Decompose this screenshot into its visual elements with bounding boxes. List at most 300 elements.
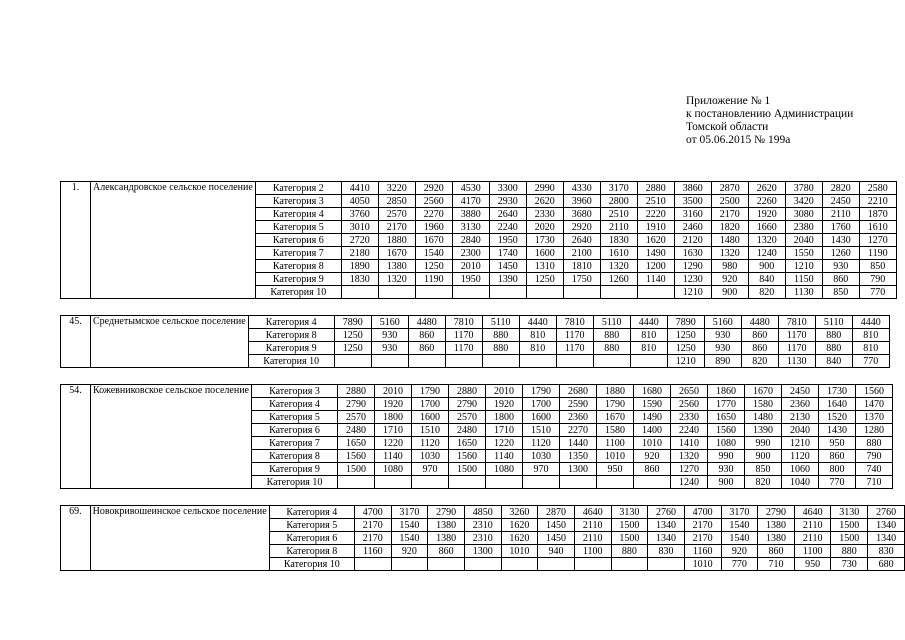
category-label: Категория 3 bbox=[255, 195, 341, 208]
value-cell: 1560 bbox=[449, 450, 486, 463]
value-cell: 2790 bbox=[338, 398, 375, 411]
value-cell: 1030 bbox=[523, 450, 560, 463]
value-cell: 1960 bbox=[415, 221, 452, 234]
value-cell: 2460 bbox=[674, 221, 711, 234]
value-cell: 1510 bbox=[523, 424, 560, 437]
value-cell: 1230 bbox=[674, 273, 711, 286]
value-cell: 3760 bbox=[341, 208, 378, 221]
value-cell: 1140 bbox=[486, 450, 523, 463]
value-cell: 1170 bbox=[445, 342, 482, 355]
value-cell: 2010 bbox=[375, 385, 412, 398]
value-cell: 2300 bbox=[452, 247, 489, 260]
value-cell bbox=[501, 558, 538, 571]
category-label: Категория 5 bbox=[269, 519, 354, 532]
value-cell: 850 bbox=[745, 463, 782, 476]
category-label: Категория 10 bbox=[255, 286, 341, 299]
value-cell: 1100 bbox=[794, 545, 831, 558]
header-line: Приложение № 1 bbox=[686, 95, 771, 107]
value-cell: 4640 bbox=[574, 506, 611, 519]
value-cell: 1750 bbox=[563, 273, 600, 286]
value-cell: 1160 bbox=[354, 545, 391, 558]
value-cell: 1810 bbox=[563, 260, 600, 273]
value-cell bbox=[630, 355, 667, 368]
value-cell: 930 bbox=[371, 342, 408, 355]
value-cell: 990 bbox=[708, 450, 745, 463]
value-cell: 5160 bbox=[371, 316, 408, 329]
value-cell: 1920 bbox=[748, 208, 785, 221]
value-cell: 860 bbox=[634, 463, 671, 476]
value-cell: 920 bbox=[711, 273, 748, 286]
value-cell: 1560 bbox=[338, 450, 375, 463]
value-cell: 2790 bbox=[428, 506, 465, 519]
value-cell: 2170 bbox=[684, 519, 721, 532]
value-cell: 1620 bbox=[637, 234, 674, 247]
section-number: 45. bbox=[61, 316, 91, 368]
value-cell: 4440 bbox=[852, 316, 889, 329]
value-cell: 3880 bbox=[452, 208, 489, 221]
value-cell: 2040 bbox=[785, 234, 822, 247]
value-cell: 3300 bbox=[489, 182, 526, 195]
value-cell: 1240 bbox=[748, 247, 785, 260]
value-cell: 3260 bbox=[501, 506, 538, 519]
value-cell: 4330 bbox=[563, 182, 600, 195]
value-cell: 1440 bbox=[560, 437, 597, 450]
value-cell: 680 bbox=[868, 558, 905, 571]
value-cell: 1820 bbox=[711, 221, 748, 234]
value-cell: 1610 bbox=[600, 247, 637, 260]
value-cell: 1430 bbox=[822, 234, 859, 247]
value-cell: 1030 bbox=[412, 450, 449, 463]
value-cell: 1380 bbox=[428, 532, 465, 545]
value-cell: 1380 bbox=[428, 519, 465, 532]
value-cell: 2570 bbox=[378, 208, 415, 221]
value-cell: 1740 bbox=[489, 247, 526, 260]
value-cell: 1500 bbox=[449, 463, 486, 476]
value-cell: 5110 bbox=[482, 316, 519, 329]
value-cell: 1540 bbox=[391, 519, 428, 532]
value-cell bbox=[597, 476, 634, 489]
section-table bbox=[60, 181, 897, 299]
value-cell bbox=[526, 286, 563, 299]
value-cell: 880 bbox=[815, 342, 852, 355]
category-label: Категория 10 bbox=[269, 558, 354, 571]
value-cell: 2920 bbox=[415, 182, 452, 195]
value-cell: 1380 bbox=[758, 519, 795, 532]
value-cell: 2870 bbox=[538, 506, 575, 519]
value-cell: 2580 bbox=[859, 182, 896, 195]
category-label: Категория 10 bbox=[248, 355, 334, 368]
value-cell: 1390 bbox=[489, 273, 526, 286]
value-cell: 1790 bbox=[412, 385, 449, 398]
value-cell: 2310 bbox=[464, 519, 501, 532]
value-cell: 1040 bbox=[782, 476, 819, 489]
value-cell: 970 bbox=[412, 463, 449, 476]
table-row bbox=[61, 182, 897, 195]
section-table bbox=[60, 384, 893, 489]
category-label: Категория 4 bbox=[255, 208, 341, 221]
category-label: Категория 8 bbox=[248, 329, 334, 342]
value-cell: 1410 bbox=[671, 437, 708, 450]
value-cell: 930 bbox=[704, 329, 741, 342]
value-cell: 1140 bbox=[637, 273, 674, 286]
value-cell: 1340 bbox=[648, 519, 685, 532]
value-cell: 2840 bbox=[452, 234, 489, 247]
value-cell: 2760 bbox=[648, 506, 685, 519]
value-cell: 1700 bbox=[523, 398, 560, 411]
value-cell: 860 bbox=[741, 342, 778, 355]
value-cell bbox=[415, 286, 452, 299]
value-cell: 1220 bbox=[486, 437, 523, 450]
value-cell: 2510 bbox=[600, 208, 637, 221]
value-cell: 1620 bbox=[501, 532, 538, 545]
value-cell bbox=[556, 355, 593, 368]
value-cell: 2880 bbox=[338, 385, 375, 398]
section-number: 69. bbox=[61, 506, 91, 571]
value-cell: 1710 bbox=[486, 424, 523, 437]
value-cell: 1190 bbox=[859, 247, 896, 260]
value-cell: 1490 bbox=[637, 247, 674, 260]
value-cell bbox=[354, 558, 391, 571]
value-cell: 1560 bbox=[856, 385, 893, 398]
value-cell bbox=[408, 355, 445, 368]
category-label: Категория 5 bbox=[255, 221, 341, 234]
value-cell: 1830 bbox=[600, 234, 637, 247]
value-cell: 1800 bbox=[375, 411, 412, 424]
value-cell: 2380 bbox=[785, 221, 822, 234]
value-cell: 1600 bbox=[412, 411, 449, 424]
value-cell: 1490 bbox=[634, 411, 671, 424]
value-cell: 2500 bbox=[711, 195, 748, 208]
value-cell: 1610 bbox=[859, 221, 896, 234]
value-cell: 900 bbox=[745, 450, 782, 463]
value-cell: 1340 bbox=[868, 532, 905, 545]
value-cell bbox=[560, 476, 597, 489]
value-cell: 2560 bbox=[671, 398, 708, 411]
value-cell bbox=[593, 355, 630, 368]
value-cell: 2020 bbox=[526, 221, 563, 234]
value-cell: 2570 bbox=[449, 411, 486, 424]
value-cell bbox=[574, 558, 611, 571]
value-cell bbox=[486, 476, 523, 489]
category-label: Категория 9 bbox=[255, 273, 341, 286]
value-cell: 4700 bbox=[684, 506, 721, 519]
value-cell: 820 bbox=[748, 286, 785, 299]
value-cell: 830 bbox=[868, 545, 905, 558]
value-cell: 1500 bbox=[611, 519, 648, 532]
value-cell: 1760 bbox=[822, 221, 859, 234]
value-cell: 5110 bbox=[815, 316, 852, 329]
category-label: Категория 6 bbox=[255, 234, 341, 247]
category-label: Категория 9 bbox=[252, 463, 338, 476]
value-cell: 880 bbox=[815, 329, 852, 342]
value-cell bbox=[611, 558, 648, 571]
value-cell: 920 bbox=[634, 450, 671, 463]
value-cell: 2360 bbox=[782, 398, 819, 411]
value-cell: 2010 bbox=[452, 260, 489, 273]
value-cell: 1130 bbox=[778, 355, 815, 368]
value-cell bbox=[648, 558, 685, 571]
value-cell bbox=[489, 286, 526, 299]
value-cell: 990 bbox=[745, 437, 782, 450]
value-cell: 1450 bbox=[538, 532, 575, 545]
value-cell: 5160 bbox=[704, 316, 741, 329]
value-cell: 1700 bbox=[412, 398, 449, 411]
value-cell: 800 bbox=[819, 463, 856, 476]
value-cell: 2790 bbox=[758, 506, 795, 519]
value-cell: 1270 bbox=[671, 463, 708, 476]
value-cell: 1120 bbox=[412, 437, 449, 450]
category-label: Категория 3 bbox=[252, 385, 338, 398]
value-cell: 710 bbox=[856, 476, 893, 489]
table-row bbox=[61, 506, 905, 519]
value-cell: 3130 bbox=[831, 506, 868, 519]
value-cell: 3170 bbox=[600, 182, 637, 195]
value-cell: 950 bbox=[597, 463, 634, 476]
value-cell: 920 bbox=[391, 545, 428, 558]
value-cell: 1500 bbox=[831, 532, 868, 545]
value-cell: 4700 bbox=[354, 506, 391, 519]
value-cell bbox=[334, 355, 371, 368]
value-cell: 1500 bbox=[611, 532, 648, 545]
value-cell: 880 bbox=[593, 342, 630, 355]
value-cell: 1250 bbox=[667, 329, 704, 342]
value-cell: 2240 bbox=[671, 424, 708, 437]
value-cell: 1800 bbox=[486, 411, 523, 424]
value-cell: 840 bbox=[748, 273, 785, 286]
value-cell: 930 bbox=[371, 329, 408, 342]
value-cell: 810 bbox=[852, 342, 889, 355]
value-cell: 2820 bbox=[822, 182, 859, 195]
value-cell: 930 bbox=[704, 342, 741, 355]
section-table bbox=[60, 505, 905, 571]
value-cell: 3080 bbox=[785, 208, 822, 221]
value-cell: 2170 bbox=[711, 208, 748, 221]
value-cell: 1650 bbox=[449, 437, 486, 450]
value-cell: 1320 bbox=[378, 273, 415, 286]
value-cell: 1500 bbox=[831, 519, 868, 532]
value-cell: 1100 bbox=[574, 545, 611, 558]
category-label: Категория 7 bbox=[252, 437, 338, 450]
value-cell: 730 bbox=[831, 558, 868, 571]
value-cell: 5110 bbox=[593, 316, 630, 329]
value-cell: 770 bbox=[819, 476, 856, 489]
value-cell: 980 bbox=[711, 260, 748, 273]
value-cell: 1010 bbox=[634, 437, 671, 450]
value-cell: 1470 bbox=[856, 398, 893, 411]
value-cell: 1880 bbox=[597, 385, 634, 398]
value-cell: 850 bbox=[822, 286, 859, 299]
value-cell: 1540 bbox=[391, 532, 428, 545]
value-cell: 3160 bbox=[674, 208, 711, 221]
value-cell: 1650 bbox=[338, 437, 375, 450]
value-cell: 3170 bbox=[721, 506, 758, 519]
value-cell bbox=[452, 286, 489, 299]
header-line: Томской области bbox=[686, 121, 769, 133]
value-cell: 3420 bbox=[785, 195, 822, 208]
value-cell: 4850 bbox=[464, 506, 501, 519]
value-cell: 860 bbox=[408, 329, 445, 342]
value-cell: 2220 bbox=[637, 208, 674, 221]
value-cell: 1480 bbox=[745, 411, 782, 424]
value-cell: 3780 bbox=[785, 182, 822, 195]
value-cell: 2510 bbox=[637, 195, 674, 208]
value-cell: 1250 bbox=[415, 260, 452, 273]
value-cell: 810 bbox=[630, 329, 667, 342]
value-cell bbox=[391, 558, 428, 571]
value-cell: 2110 bbox=[794, 532, 831, 545]
value-cell: 1630 bbox=[674, 247, 711, 260]
value-cell: 1210 bbox=[785, 260, 822, 273]
value-cell bbox=[341, 286, 378, 299]
value-cell: 3130 bbox=[611, 506, 648, 519]
value-cell: 2100 bbox=[563, 247, 600, 260]
value-cell: 1600 bbox=[526, 247, 563, 260]
value-cell: 860 bbox=[819, 450, 856, 463]
value-cell: 1320 bbox=[711, 247, 748, 260]
value-cell: 2110 bbox=[600, 221, 637, 234]
value-cell bbox=[523, 476, 560, 489]
value-cell: 1920 bbox=[486, 398, 523, 411]
value-cell: 2800 bbox=[600, 195, 637, 208]
value-cell bbox=[445, 355, 482, 368]
value-cell: 790 bbox=[856, 450, 893, 463]
value-cell: 1340 bbox=[868, 519, 905, 532]
category-label: Категория 8 bbox=[269, 545, 354, 558]
value-cell: 950 bbox=[819, 437, 856, 450]
value-cell: 1430 bbox=[819, 424, 856, 437]
value-cell: 2330 bbox=[671, 411, 708, 424]
value-cell: 1080 bbox=[708, 437, 745, 450]
value-cell: 1320 bbox=[600, 260, 637, 273]
value-cell: 2110 bbox=[794, 519, 831, 532]
value-cell: 7810 bbox=[445, 316, 482, 329]
value-cell: 1340 bbox=[648, 532, 685, 545]
value-cell bbox=[378, 286, 415, 299]
value-cell: 2360 bbox=[560, 411, 597, 424]
category-label: Категория 10 bbox=[252, 476, 338, 489]
value-cell: 2110 bbox=[574, 532, 611, 545]
value-cell: 710 bbox=[758, 558, 795, 571]
value-cell: 830 bbox=[648, 545, 685, 558]
value-cell: 2110 bbox=[822, 208, 859, 221]
value-cell: 770 bbox=[852, 355, 889, 368]
header-line: от 05.06.2015 № 199а bbox=[686, 134, 791, 146]
value-cell: 810 bbox=[852, 329, 889, 342]
value-cell bbox=[338, 476, 375, 489]
value-cell bbox=[449, 476, 486, 489]
value-cell: 2170 bbox=[354, 532, 391, 545]
value-cell: 2880 bbox=[637, 182, 674, 195]
value-cell: 1100 bbox=[597, 437, 634, 450]
value-cell: 1670 bbox=[745, 385, 782, 398]
value-cell: 4050 bbox=[341, 195, 378, 208]
value-cell: 790 bbox=[859, 273, 896, 286]
value-cell: 1450 bbox=[538, 519, 575, 532]
value-cell: 2170 bbox=[354, 519, 391, 532]
value-cell: 2130 bbox=[782, 411, 819, 424]
value-cell: 1350 bbox=[560, 450, 597, 463]
value-cell: 3860 bbox=[674, 182, 711, 195]
value-cell: 3170 bbox=[391, 506, 428, 519]
category-label: Категория 4 bbox=[252, 398, 338, 411]
value-cell: 880 bbox=[482, 329, 519, 342]
value-cell: 1770 bbox=[708, 398, 745, 411]
value-cell: 1170 bbox=[556, 342, 593, 355]
value-cell: 820 bbox=[741, 355, 778, 368]
value-cell: 940 bbox=[538, 545, 575, 558]
value-cell: 1010 bbox=[684, 558, 721, 571]
value-cell: 3220 bbox=[378, 182, 415, 195]
header-line: к постановлению Администрации bbox=[686, 108, 854, 120]
value-cell: 7890 bbox=[334, 316, 371, 329]
value-cell: 2790 bbox=[449, 398, 486, 411]
value-cell: 740 bbox=[856, 463, 893, 476]
value-cell: 2680 bbox=[560, 385, 597, 398]
value-cell: 860 bbox=[408, 342, 445, 355]
value-cell: 2640 bbox=[563, 234, 600, 247]
value-cell: 1120 bbox=[782, 450, 819, 463]
value-cell bbox=[563, 286, 600, 299]
value-cell: 2480 bbox=[449, 424, 486, 437]
value-cell bbox=[428, 558, 465, 571]
value-cell: 1250 bbox=[667, 342, 704, 355]
settlement-name: Кожевниковское сельское поселение bbox=[91, 385, 252, 489]
value-cell: 1390 bbox=[745, 424, 782, 437]
value-cell: 1010 bbox=[501, 545, 538, 558]
category-label: Категория 8 bbox=[252, 450, 338, 463]
value-cell bbox=[464, 558, 501, 571]
value-cell: 1730 bbox=[526, 234, 563, 247]
value-cell: 2650 bbox=[671, 385, 708, 398]
value-cell: 2640 bbox=[489, 208, 526, 221]
value-cell: 1950 bbox=[489, 234, 526, 247]
settlement-name: Новокривошеинское сельское поселение bbox=[90, 506, 269, 571]
value-cell: 2120 bbox=[674, 234, 711, 247]
category-label: Категория 7 bbox=[255, 247, 341, 260]
value-cell: 4440 bbox=[519, 316, 556, 329]
value-cell: 1830 bbox=[341, 273, 378, 286]
value-cell: 1240 bbox=[671, 476, 708, 489]
value-cell: 1400 bbox=[634, 424, 671, 437]
value-cell: 2590 bbox=[560, 398, 597, 411]
value-cell: 2480 bbox=[338, 424, 375, 437]
value-cell: 2570 bbox=[338, 411, 375, 424]
category-label: Категория 8 bbox=[255, 260, 341, 273]
value-cell: 1320 bbox=[748, 234, 785, 247]
value-cell: 1680 bbox=[634, 385, 671, 398]
value-cell: 880 bbox=[482, 342, 519, 355]
table-row bbox=[61, 316, 890, 329]
category-label: Категория 6 bbox=[252, 424, 338, 437]
value-cell: 1160 bbox=[684, 545, 721, 558]
value-cell: 1370 bbox=[856, 411, 893, 424]
value-cell: 1130 bbox=[785, 286, 822, 299]
value-cell: 3960 bbox=[563, 195, 600, 208]
category-label: Категория 5 bbox=[252, 411, 338, 424]
value-cell: 1250 bbox=[334, 342, 371, 355]
value-cell: 1540 bbox=[415, 247, 452, 260]
category-label: Категория 9 bbox=[248, 342, 334, 355]
value-cell: 880 bbox=[831, 545, 868, 558]
value-cell: 1920 bbox=[375, 398, 412, 411]
value-cell: 930 bbox=[708, 463, 745, 476]
value-cell: 2010 bbox=[486, 385, 523, 398]
value-cell: 3130 bbox=[452, 221, 489, 234]
value-cell: 1550 bbox=[785, 247, 822, 260]
value-cell: 810 bbox=[630, 342, 667, 355]
settlement-name: Александровское сельское поселение bbox=[91, 182, 256, 299]
value-cell: 1670 bbox=[597, 411, 634, 424]
